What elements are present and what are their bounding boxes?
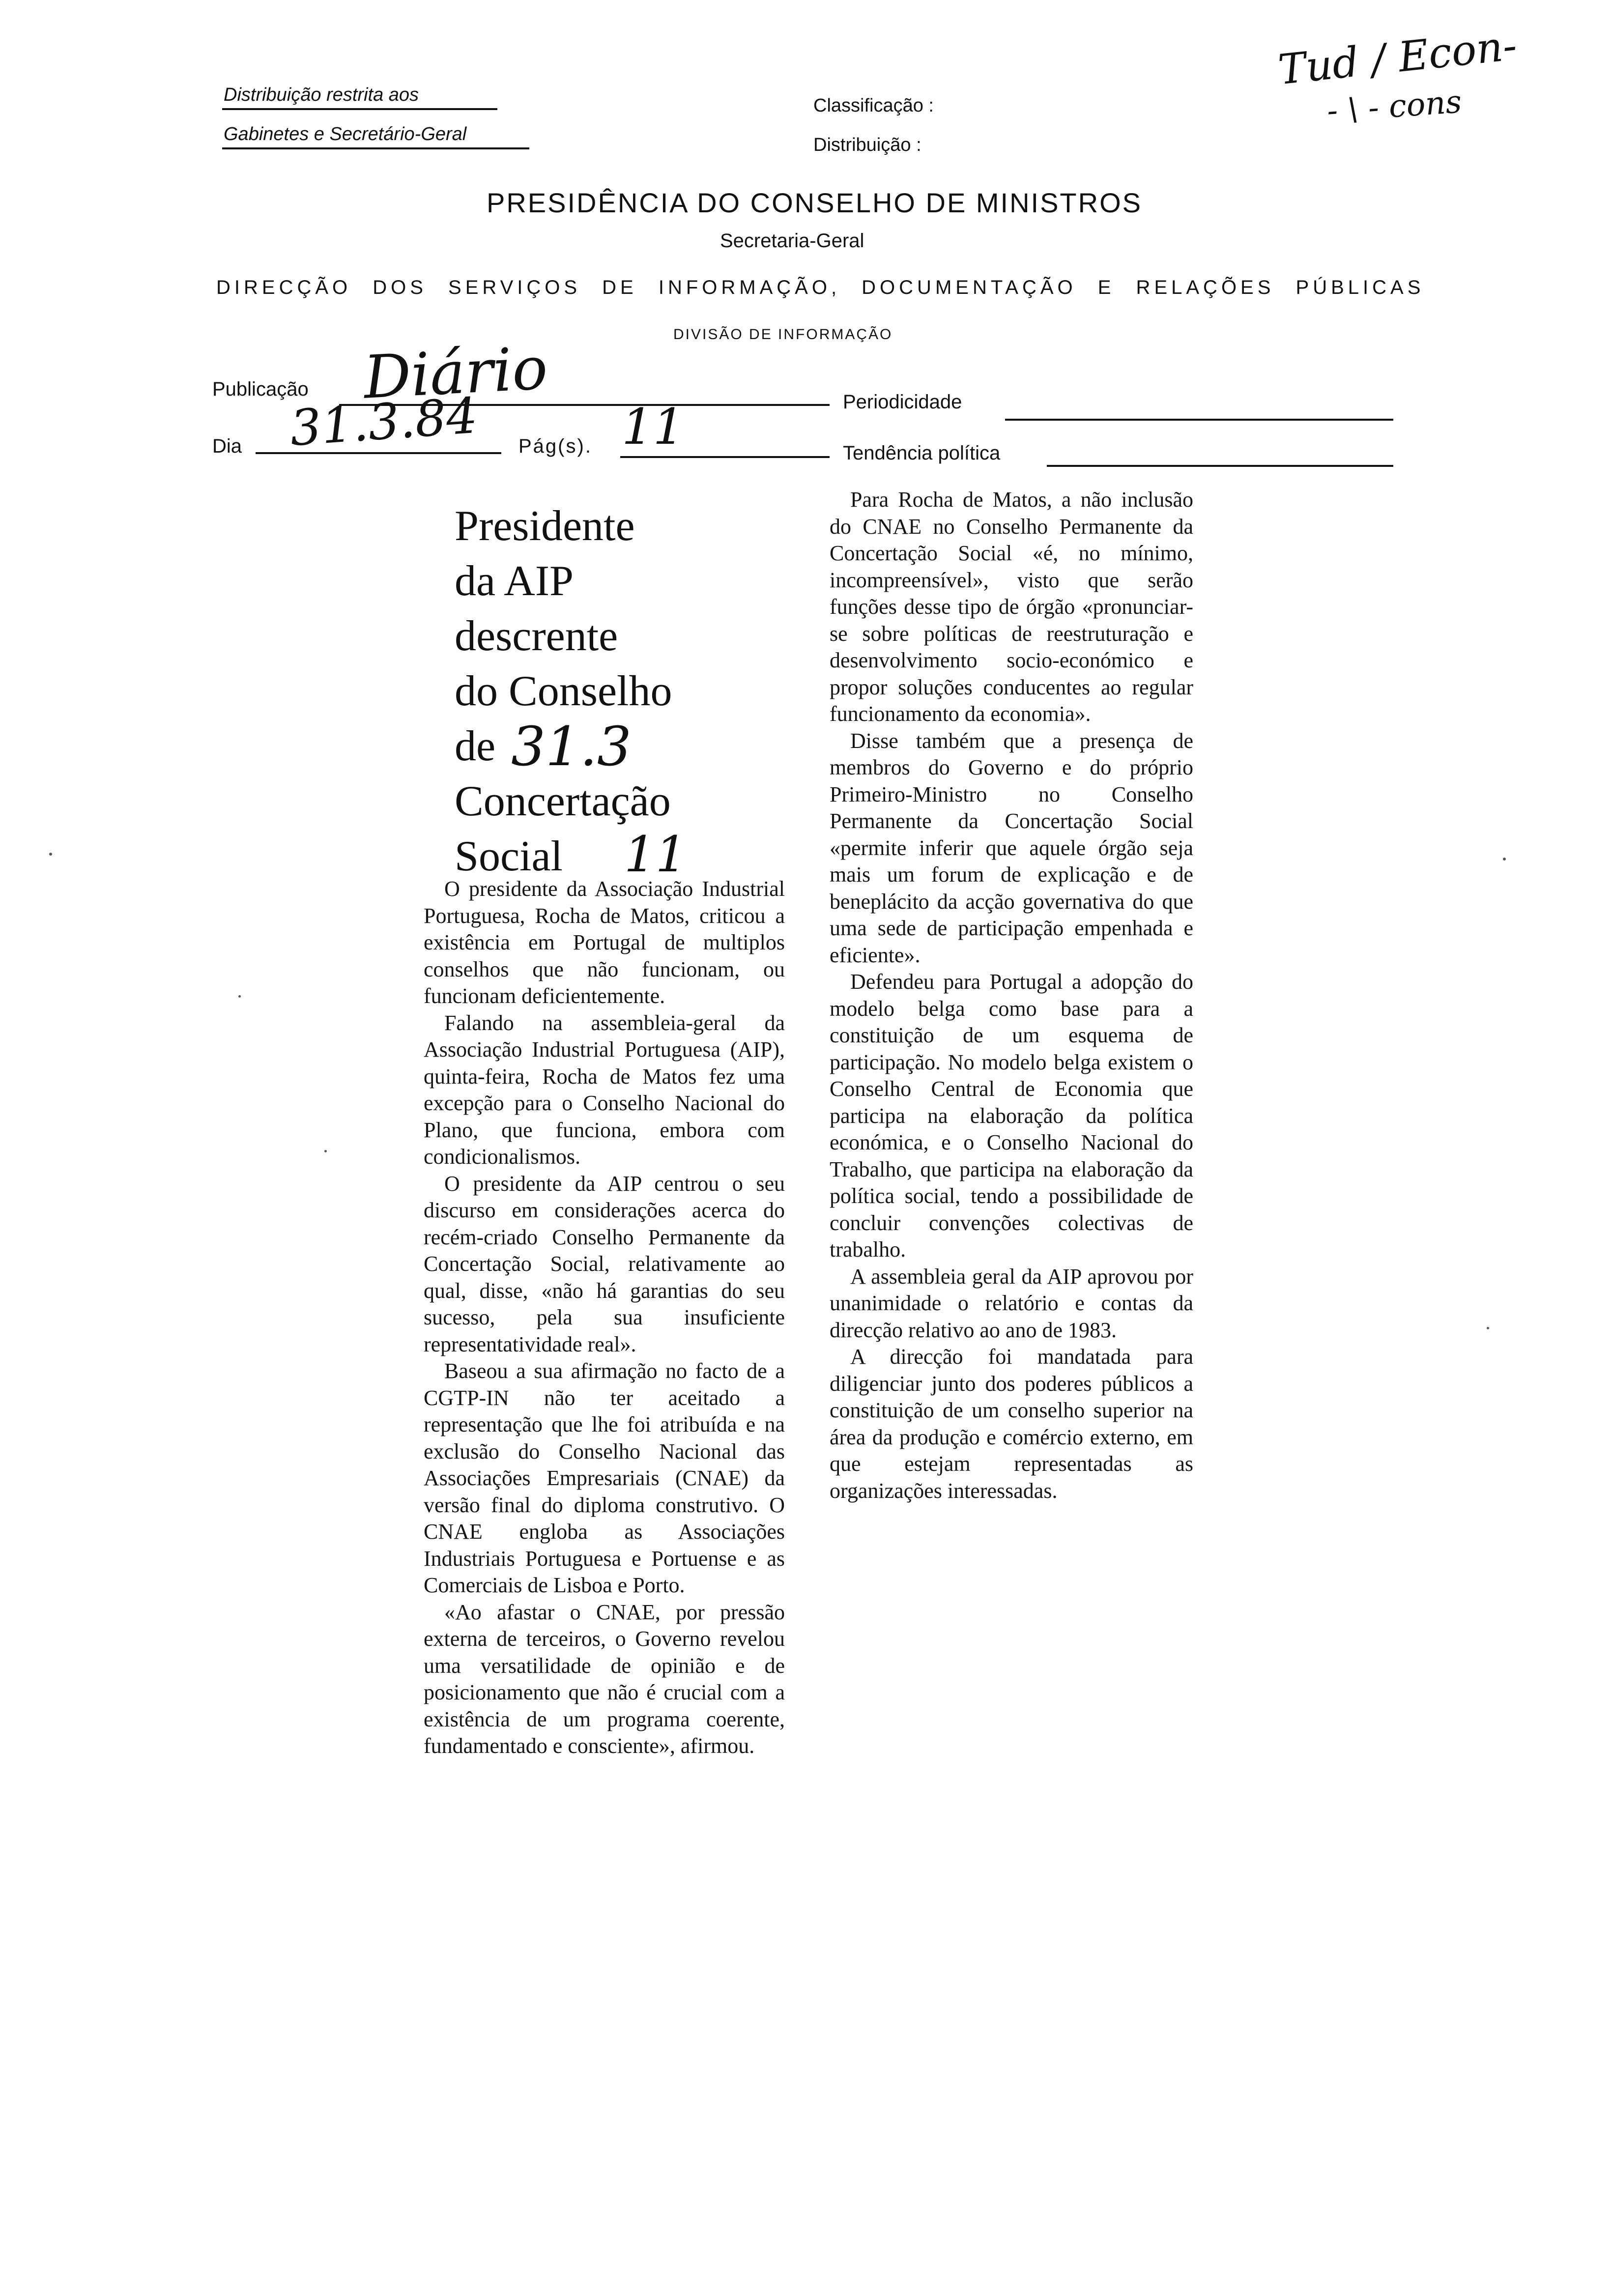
headline-line-6: Concertação: [455, 777, 671, 825]
headline-handwritten-page: 11: [624, 826, 687, 883]
article-column-right: [830, 487, 1193, 1504]
classification-label: Classificação :: [813, 95, 934, 116]
distribution-label: Distribuição :: [813, 135, 921, 155]
day-label: Dia: [212, 435, 242, 457]
scan-speck: [1487, 1327, 1489, 1329]
headline-line-2: da AIP: [455, 557, 574, 605]
pages-line: [620, 456, 830, 458]
political-trend-label: Tendência política: [843, 442, 1001, 464]
distribution-note-line1: Distribuição restrita aos: [224, 85, 419, 105]
political-trend-line: [1047, 465, 1393, 467]
publication-handwritten: Diário: [362, 334, 549, 412]
headline-handwritten-date: 31.3: [511, 715, 632, 778]
day-handwritten: 31.3.84: [288, 386, 480, 458]
article-paragraph: Defendeu para Portugal a adopção do modelo belga como base para a constituição de um esquema de participação. No modelo belga existem o Conselho Central de Economia que participa na elaboração da política económica, e o Conselho Nacional do Trabalho, que participa na elaboração da política social, tendo a possibilidade de concluir convenções colectivas de trabalho.: [830, 970, 1193, 1262]
handwritten-corner-note-2: - \ - cons: [1325, 84, 1463, 130]
directorate: DIRECÇÃO DOS SERVIÇOS DE INFORMAÇÃO, DOCUMENTAÇÃO E RELAÇÕES PÚBLICAS: [216, 277, 1425, 298]
article-paragraph: Para Rocha de Matos, a não inclusão do CNAE no Conselho Permanente da Concertação Social «é, no mínimo, incompreensível», visto que serão funções desse tipo de órgão «pronunciar-se sobre políticas de reestruturação e desenvolvimento socio-económico e propor soluções conducentes ao regular funcionamento da economia».: [830, 488, 1193, 726]
pages-handwritten: 11: [622, 398, 685, 456]
headline-line-7: Social: [455, 832, 563, 880]
article-headline: [455, 499, 774, 884]
org-title: PRESIDÊNCIA DO CONSELHO DE MINISTROS: [487, 187, 1142, 218]
article-paragraph: Disse também que a presença de membros do Governo e do próprio Primeiro-Ministro no Conselho Permanente da Concertação Social «permite inferir que aquele órgão seja mais um forum de explicação e de beneplácito da acção governativa do que uma sede de participação empenhada e eficiente».: [830, 728, 1193, 967]
headline-line-1: Presidente: [455, 502, 635, 550]
publication-label: Publicação: [212, 378, 309, 400]
article-paragraph: Baseou a sua afirmação no facto de a CGTP-IN não ter aceitado a representação que lhe foi atribuída e na exclusão do Conselho Nacional das Associações Empresariais (CNAE) da versão final do diploma construtivo. O CNAE engloba as Associações Industriais Portuguesa e Portuense e as Comerciais de Lisboa e Porto.: [424, 1359, 785, 1597]
article-paragraph: Falando na assembleia-geral da Associação Industrial Portuguesa (AIP), quinta-feira, Rocha de Matos fez uma excepção para o Conselho Nacional do Plano, que funciona, embora com condicionalismos.: [424, 1010, 785, 1169]
distribution-note-line2: Gabinetes e Secretário-Geral: [224, 124, 467, 144]
article-paragraph: A direcção foi mandatada para diligenciar junto dos poderes públicos a constituição de um conselho superior na área da produção e comércio externo, em que estejam representadas as organizações interessadas.: [830, 1345, 1193, 1503]
division: DIVISÃO DE INFORMAÇÃO: [673, 326, 893, 343]
article-column-left: [424, 876, 785, 1760]
scan-speck: [49, 853, 52, 856]
distribution-underline-2: [222, 147, 529, 149]
article-paragraph: O presidente da AIP centrou o seu discurso em considerações acerca do recém-criado Conselho Permanente da Concertação Social, relativamente ao qual, disse, «não há garantias do seu sucesso, pela sua insuficiente representatividade real».: [424, 1171, 785, 1356]
scan-speck: [238, 995, 241, 998]
handwritten-corner-note-1: Tud / Econ-: [1276, 21, 1519, 94]
article-paragraph: «Ao afastar o CNAE, por pressão externa de terceiros, o Governo revelou uma versatilidade de opinião e de posicionamento que não é crucial com a existência de um programa coerente, fundamentado e consciente», afirmou.: [424, 1600, 785, 1758]
org-subtitle: Secretaria-Geral: [720, 230, 864, 252]
article-paragraph: O presidente da Associação Industrial Portuguesa, Rocha de Matos, criticou a existência em Portugal de multiplos conselhos que não funcionam, ou funcionam deficientemente.: [424, 877, 785, 1008]
headline-line-4: do Conselho: [455, 667, 672, 715]
periodicity-line: [1005, 419, 1393, 421]
periodicity-label: Periodicidade: [843, 391, 962, 413]
scan-speck: [1503, 858, 1506, 861]
distribution-underline-1: [222, 108, 497, 110]
headline-line-3: descrente: [455, 612, 618, 660]
headline-line-5: de: [455, 722, 496, 770]
scan-speck: [324, 1150, 327, 1152]
pages-label: Pág(s).: [518, 435, 592, 457]
article-paragraph: A assembleia geral da AIP aprovou por unanimidade o relatório e contas da direcção relativo ao ano de 1983.: [830, 1264, 1193, 1342]
